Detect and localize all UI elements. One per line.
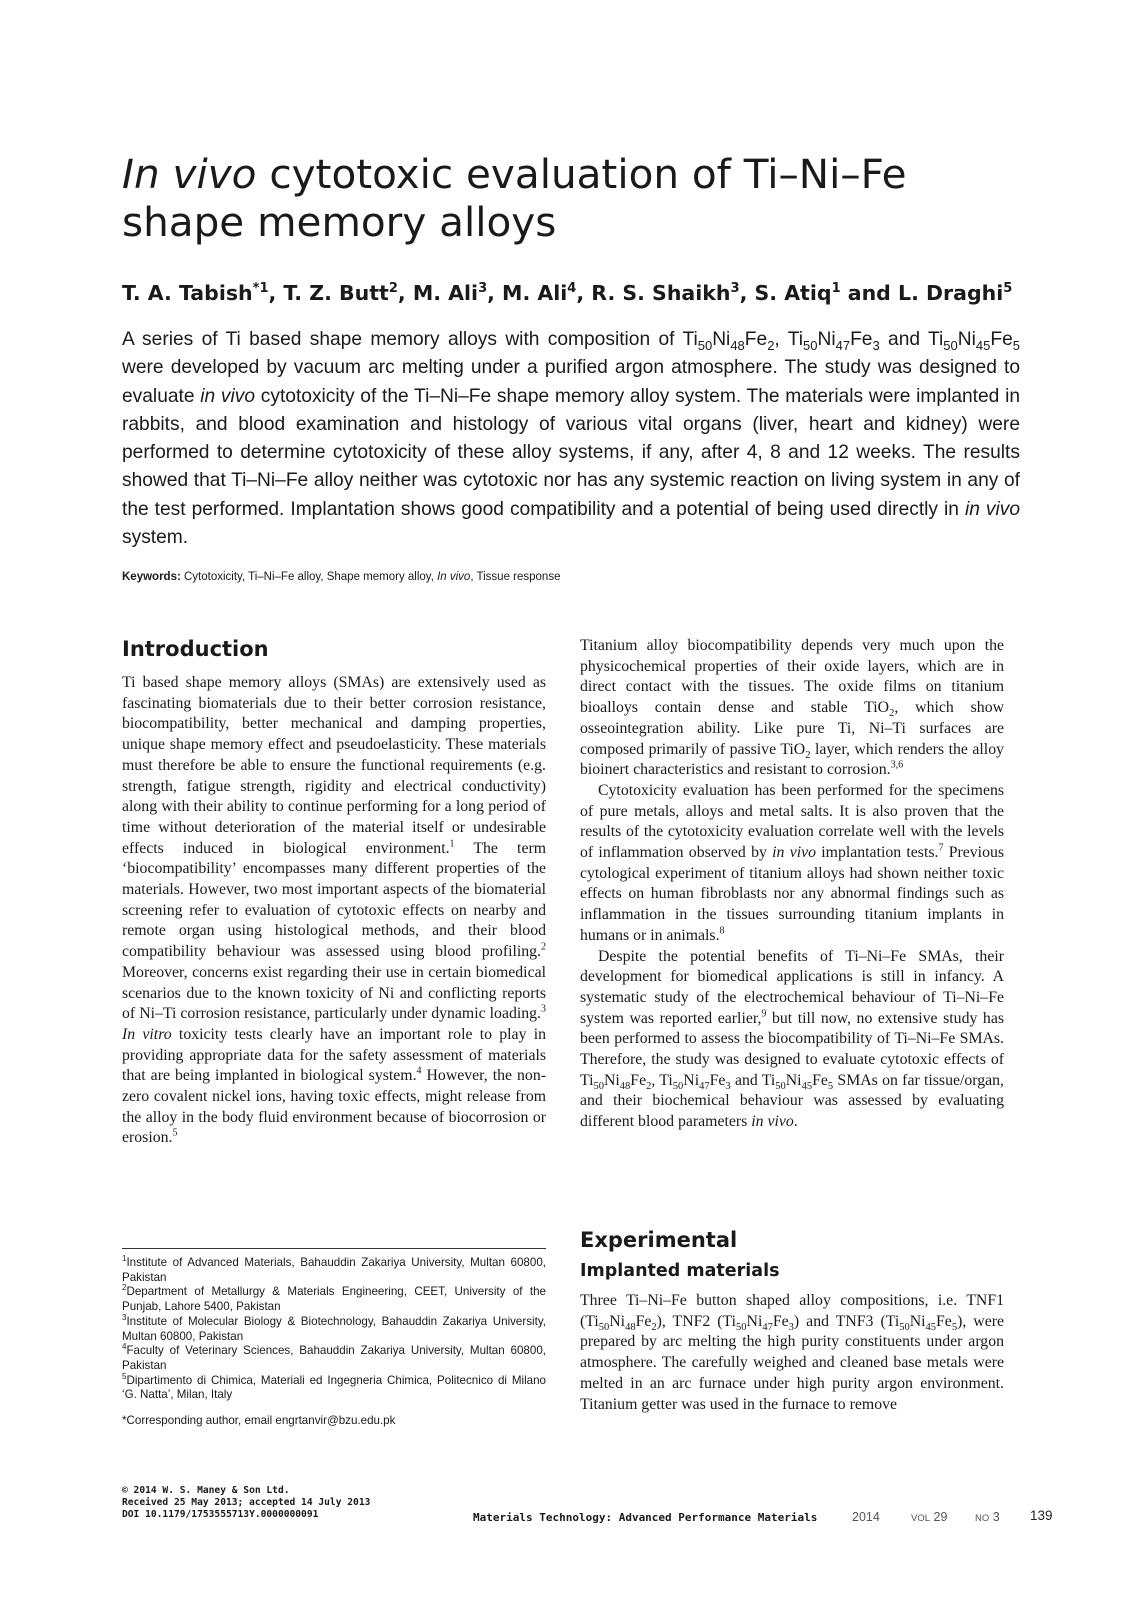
- footnote: $^3$Institute of Molecular Biology & Biotechnology, Bahauddin Zakariya University, Multan 60800, Pakistan: [122, 1312, 546, 1343]
- received-dates: Received 25 May 2013; accepted 14 July 2013: [122, 1497, 371, 1508]
- affiliations-footnotes: [122, 1256, 546, 1429]
- article-title: [122, 150, 1022, 246]
- title-text: cytotoxic evaluation of Ti–Ni–Fe shape memory alloys: [122, 150, 907, 246]
- corresponding-author: *Corresponding author, email engrtanvir@bzu.edu.pk: [122, 1414, 396, 1428]
- paragraph: Ti based shape memory alloys (SMAs) are extensively used as fascinating biomaterials due to their better corrosion resistance, biocompatibility, better mechanical and damping properties, unique shape memory effect and pseudoelasticity. These materials must therefore be able to ensure the functional requirements (e.g. strength, fatigue strength, rigidity and electrical conductivity) along with their ability to continue performing for a long period of time without deterioration of the material itself or undesirable effects induced in biological environment.$^1$ The term ‘biocompatibility’ encompasses many different properties of the materials. However, two most important aspects of the biomaterial screening refer to evaluation of cytotoxic effects on nearby and remote organ using histological methods, and their blood compatibility behaviour was assessed using blood profiling.$^2$ Moreover, concerns exist regarding their use in certain biomedical scenarios due to the known toxicity of Ni and conflicting reports of Ni–Ti corrosion resistance, particularly under dynamic loading.$^3$ In vitro toxicity tests clearly have an important role to play in providing appropriate data for the safety assessment of materials that are being implanted in biological system.$^4$ However, the non-zero covalent nickel ions, having toxic effects, might release from the alloy in the body fluid environment because of biocorrosion or erosion.$^5$: [122, 674, 547, 1147]
- copyright: © 2014 W. S. Maney & Son Ltd.: [122, 1485, 290, 1496]
- footnote: $^4$Faculty of Veterinary Sciences, Bahauddin Zakariya University, Multan 60800, Pakistan: [122, 1342, 546, 1372]
- author: T. Z. Butt$^2$,: [283, 281, 413, 305]
- subsection-heading-implanted-materials: Implanted materials: [580, 1261, 780, 1281]
- experimental-body: [580, 1291, 1004, 1415]
- footnote: $^1$Institute of Advanced Materials, Bahauddin Zakariya University, Multan 60800, Pakistan: [122, 1254, 546, 1284]
- section-heading-experimental: Experimental: [580, 1228, 738, 1252]
- author: M. Ali$^4$,: [502, 281, 592, 305]
- footnote: $^2$Department of Metallurgy & Materials Engineering, CEET, University of the Punjab, Lahore 5400, Pakistan: [122, 1283, 546, 1314]
- introduction-body: [122, 673, 546, 1149]
- page-number: 139: [1030, 1508, 1053, 1523]
- journal-volume: VOL 29: [911, 1510, 948, 1524]
- journal-issue: NO 3: [975, 1510, 1000, 1524]
- paragraph: Despite the potential benefits of Ti–Ni–Fe SMAs, their development for biomedical applications is still in infancy. A systematic study of the electrochemical behaviour of Ti–Ni–Fe system was reported earlier,$^9$ but till now, no extensive study has been performed to assess the biocompatibility of Ti–Ni–Fe SMAs. Therefore, the study was designed to evaluate cytotoxic effects of $Ti_{50}Ni_{48}Fe_2$, $Ti_{50}Ni_{47}Fe_3$ and $Ti_{50}Ni_{45}Fe_5$ SMAs on far tissue/organ, and their biochemical behaviour was assessed by evaluating different blood parameters in vivo.: [580, 947, 1005, 1131]
- journal-name: Materials Technology: Advanced Performance Materials: [473, 1511, 818, 1524]
- footnote: $^5$Dipartimento di Chimica, Materiali ed Ingegneria Chimica, Politecnico di Milano ‘G. Natta’, Milan, Italy: [122, 1371, 546, 1402]
- journal-year: 2014: [852, 1510, 880, 1524]
- author: L. Draghi$^5$: [898, 281, 1013, 305]
- keywords: Keywords: Cytotoxicity, Ti–Ni–Fe alloy, Shape memory alloy, In vivo, Tissue response: [122, 571, 561, 583]
- section-heading-introduction: Introduction: [122, 637, 269, 661]
- author: M. Ali$^3$,: [412, 281, 503, 305]
- author: R. S. Shaikh$^3$,: [591, 281, 755, 305]
- paragraph: Three Ti–Ni–Fe button shaped alloy compositions, i.e. TNF1 $(Ti_{50}Ni_{48}Fe_2)$, TNF2 $(Ti_{50}Ni_{47}Fe_3)$ and TNF3 $(Ti_{50}Ni_{45}Fe_5)$, were prepared by arc melting the high purity constituents under argon atmosphere. The carefully weighed and cleaned base metals were melted in an arc furnace under high purity argon environment. Titanium getter was used in the furnace to remove: [580, 1292, 1004, 1413]
- publication-info: [122, 1485, 370, 1521]
- footnote-divider: [122, 1248, 546, 1249]
- paragraph: Titanium alloy biocompatibility depends very much upon the physicochemical properties of their oxide layers, which are in direct contact with the tissues. The oxide films on titanium bioalloys contain dense and stable TiO$_2$, which show osseointegration ability. Like pure Ti, Ni–Ti surfaces are composed primarily of passive TiO$_2$ layer, which renders the alloy bioinert characteristics and resistant to corrosion.$^{3,6}$: [580, 637, 1005, 779]
- paragraph: Cytotoxicity evaluation has been performed for the specimens of pure metals, alloys and metal salts. It is also proven that the results of the cytotoxicity evaluation correlate well with the levels of inflammation observed by in vivo implantation tests.$^7$ Previous cytological experiment of titanium alloys had shown neither toxic effects on human fibroblasts nor any abnormal findings such as inflammation in the tissues surrounding titanium implants in humans or in animals.$^8$: [580, 781, 1005, 944]
- introduction-body-continued: [580, 636, 1004, 1133]
- author: T. A. Tabish$^{*1}$,: [122, 281, 284, 305]
- abstract: A series of Ti based shape memory alloys with composition of $Ti_{50}Ni_{48}Fe_2$, $Ti_{50}Ni_{47}Fe_3$ and $Ti_{50}Ni_{45}Fe_5$ were developed by vacuum arc melting under a purified argon atmosphere. The study was designed to evaluate in vivo cytotoxicity of the Ti–Ni–Fe shape memory alloy system. The materials were implanted in rabbits, and blood examination and histology of various vital organs (liver, heart and kidney) were performed to determine cytotoxicity of these alloy systems, if any, after 4, 8 and 12 weeks. The results showed that Ti–Ni–Fe alloy neither was cytotoxic nor has any systemic reaction on living system in any of the test performed. Implantation shows good compatibility and a potential of being used directly in in vivo system.: [122, 329, 1021, 549]
- keywords-label: Keywords:: [122, 571, 181, 583]
- title-italic: In vivo: [122, 150, 257, 198]
- author-list: [122, 279, 1022, 307]
- doi: DOI 10.1179/1753555713Y.0000000091: [122, 1509, 319, 1520]
- author: S. Atiq$^1$ and: [754, 281, 898, 305]
